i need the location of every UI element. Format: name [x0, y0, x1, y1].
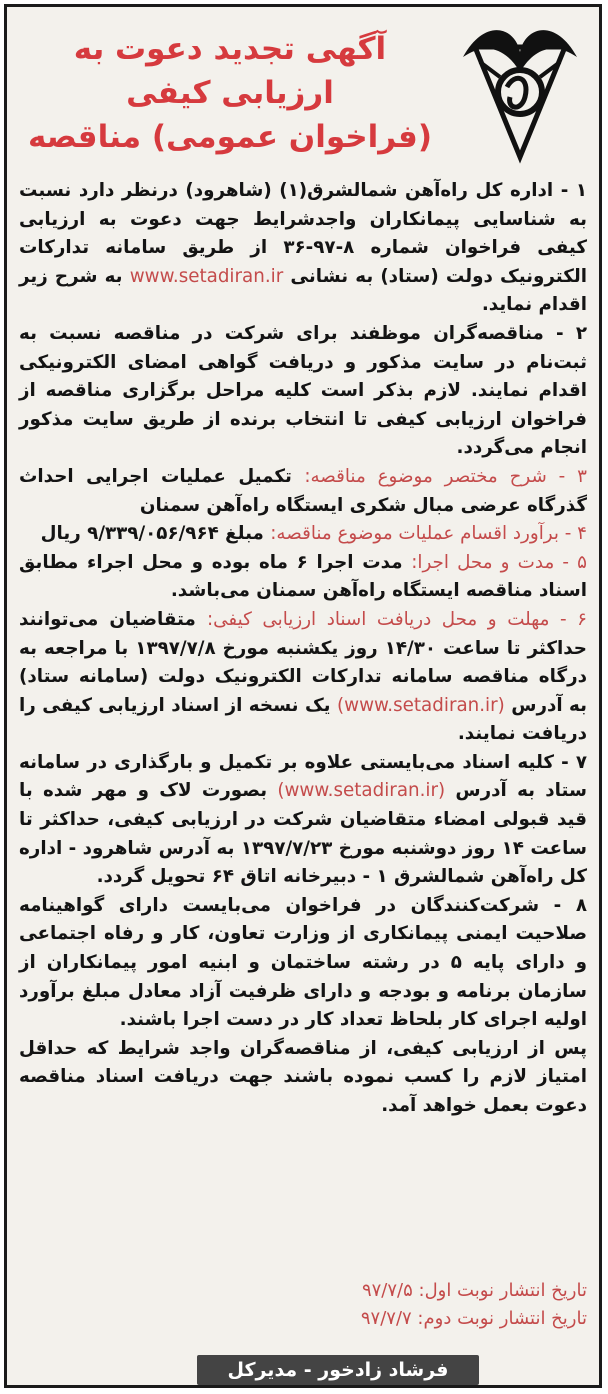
item-6-heading: ۶ - مهلت و محل دریافت اسناد ارزیابی کیفی: — [206, 608, 587, 630]
item-7-url: (www.setadiran.ir) — [277, 780, 446, 802]
item-6-text: متقاضیان می‌توانند حداکثر تا ساعت ۱۴/۳۰ روز یکشنبه مورخ ۱۳۹۷/۷/۸ با مراجعه به درگاه مناقصه سامانه تدارکات الکترونیک دولت (سامانه ستاد) به آدرس — [19, 608, 588, 716]
item-4-heading: ۴ - برآورد اقسام عملیات موضوع مناقصه: — [270, 523, 587, 545]
item-8: ۸ - شرکت‌کنندگان در فراخوان می‌بایست دارای گواهینامه صلاحیت ایمنی پیمانکاری از وزارت تعاون، کار و رفاه اجتماعی و دارای پایه ۵ در رشته ساختمان و ابنیه امور پیمانکاران از سازمان برنامه و بودجه و دارای ظرفیت آزاد معادل مبلغ برآورد اولیه اجرای کار بلحاظ تعداد کار در دست اجرا باشند. — [19, 894, 587, 1031]
item-6 — [19, 606, 587, 749]
title-line-2: ارزیابی کیفی — [126, 75, 334, 111]
item-3 — [19, 463, 587, 520]
item-6-url: (www.setadiran.ir) — [336, 694, 505, 716]
signature-bar: فرشاد زادخور - مدیرکل — [197, 1355, 479, 1385]
item-1-url: www.setadiran.ir — [129, 265, 284, 287]
title-line-3: (فراخوان عمومی) مناقصه — [27, 119, 433, 155]
item-6-end: یک نسخه از اسناد ارزیابی کیفی را دریافت نمایند. — [19, 694, 587, 745]
item-1 — [19, 177, 587, 320]
publish-dates — [361, 1277, 587, 1333]
item-2: ۲ - مناقصه‌گران موظفند برای شرکت در مناقصه نسبت به ثبت‌نام در سایت مذکور و دریافت گواهی امضای الکترونیکی اقدام نمایند. لازم بذکر است کلیه مراحل برگزاری مناقصه از فراخوان ارزیابی کیفی تا انتخاب برنده از طریق سایت مذکور انجام می‌گردد. — [19, 322, 587, 459]
item-5-heading: ۵ - مدت و محل اجرا: — [411, 551, 587, 573]
item-1-text: ۱ - اداره کل راه‌آهن شمالشرق(۱) (شاهرود) درنظر دارد نسبت به شناسایی پیمانکاران واجدشرایط جهت دعوت به ارزیابی کیفی فراخوان شماره ۸-۹۷-۳۶ از طریق سامانه تدارکات الکترونیک دولت (ستاد) به نشانی — [19, 180, 588, 287]
item-7 — [19, 749, 587, 892]
item-7-text: ۷ - کلیه اسناد می‌بایستی علاوه بر تکمیل و بارگذاری در سامانه ستاد به آدرس — [19, 751, 587, 802]
railway-winged-emblem-icon — [455, 17, 585, 167]
publish-date-first: تاریخ انتشار نوبت اول: ۹۷/۷/۵ — [361, 1280, 587, 1301]
item-9: پس از ارزیابی کیفی، از مناقصه‌گران واجد شرایط که حداقل امتیاز لازم را کسب نموده باشند جهت دریافت اسناد مناقصه دعوت بعمل خواهد آمد. — [19, 1037, 587, 1116]
item-7-end: بصورت لاک و مهر شده با قید قبولی امضاء متقاضیان شرکت در ارزیابی کیفی، حداکثر تا ساعت ۱۴ روز دوشنبه مورخ ۱۳۹۷/۷/۲۳ به آدرس شاهرود - اداره کل راه‌آهن شمالشرق ۱ - دبیرخانه اتاق ۶۴ تحویل گردد. — [19, 780, 587, 888]
notice-body — [19, 177, 587, 1121]
publish-date-second: تاریخ انتشار نوبت دوم: ۹۷/۷/۷ — [360, 1308, 587, 1329]
notice-title — [21, 27, 439, 159]
item-5 — [19, 549, 587, 606]
tender-notice — [4, 4, 602, 1388]
item-4 — [19, 520, 587, 549]
title-line-1: آگهی تجدید دعوت به — [73, 31, 387, 67]
item-3-heading: ۳ - شرح مختصر موضوع مناقصه: — [304, 465, 587, 487]
item-1-end: به شرح زیر اقدام نماید. — [19, 265, 587, 316]
item-4-text: مبلغ ۹/۳۳۹/۰۵۶/۹۶۴ ریال — [40, 523, 264, 545]
item-3-text: تکمیل عملیات اجرایی احداث گذرگاه عرضی مبال شکری ایستگاه راه‌آهن سمنان — [19, 465, 587, 516]
item-5-text: مدت اجرا ۶ ماه بوده و محل اجراء مطابق اسناد مناقصه ایستگاه راه‌آهن سمنان می‌باشد. — [19, 551, 587, 602]
